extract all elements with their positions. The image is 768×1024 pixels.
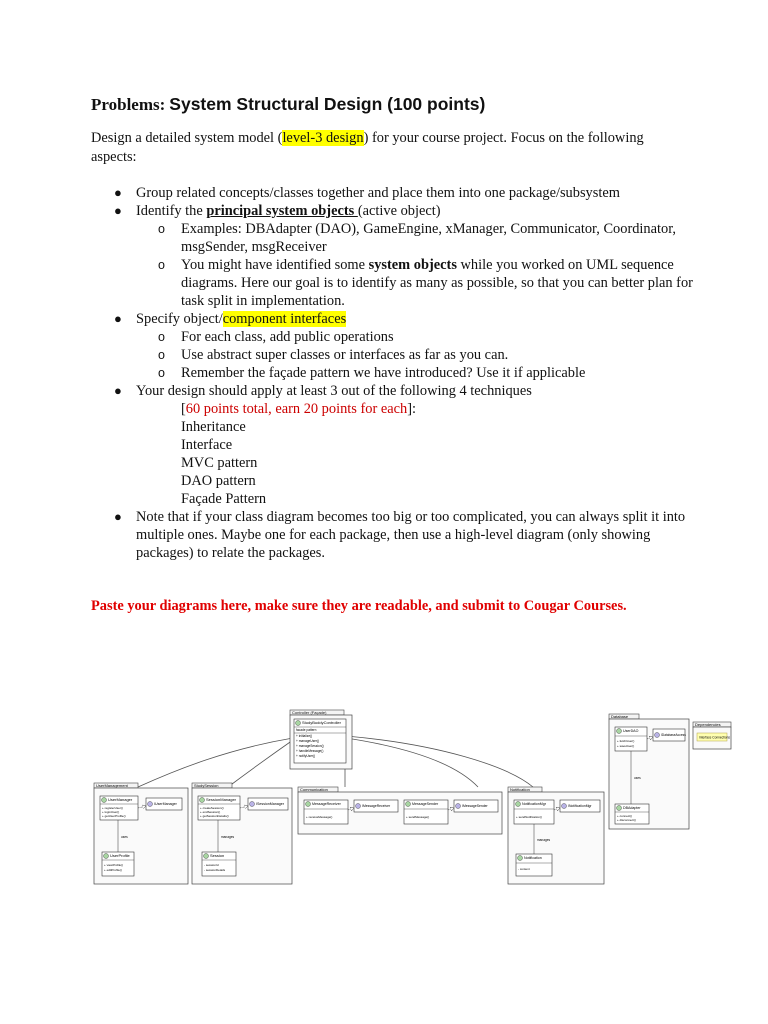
bullet-icon: ●	[114, 509, 122, 524]
controller-class	[294, 719, 346, 763]
adapter-class-name: DBAdapter	[623, 806, 641, 810]
sender-op: + sendMessage()	[406, 815, 430, 819]
package-communication	[298, 787, 502, 834]
sub-item-public-ops	[136, 328, 706, 346]
identify-bold: principal system objects	[206, 203, 358, 219]
controller-field: facade pattern	[296, 728, 317, 732]
examples-text: Examples: DBAdapter (DAO), GameEngine, xManager, Communicator, Coordinator, msgSender, msgReceiver	[181, 221, 677, 255]
study-op: + createSession()	[200, 806, 224, 810]
identify-text-after: (active object)	[357, 203, 441, 219]
title-rest: System Structural Design (100 points)	[169, 94, 486, 114]
sender-class-name: MessageSender	[412, 802, 439, 806]
study-op: + endSession()	[200, 810, 221, 814]
identify-sublist	[136, 220, 706, 310]
facade-text: Remember the façade pattern we have introduced? Use it if applicable	[181, 365, 586, 381]
paste-instruction: Paste your diagrams here, make sure they are readable, and submit to Cougar Courses.	[91, 598, 627, 614]
package-database	[609, 714, 689, 829]
sub2-text-after: while you worked on UML sequence diagrams. Here our goal is to identify as many as possible, so that you can better plan for task split in implementation.	[181, 257, 693, 309]
notify-package-label: Notification	[510, 787, 530, 792]
circle-bullet-icon: o	[158, 366, 165, 380]
controller-op: + manageSession()	[296, 744, 324, 748]
db-interface-name: IDatabaseAccess	[661, 733, 686, 737]
requirements-list	[91, 184, 706, 562]
notify-interface-name: INotificationMgr	[568, 804, 592, 808]
user-op: + registerUser()	[102, 806, 123, 810]
package-controller	[290, 710, 352, 769]
bullet-icon: ●	[114, 311, 122, 326]
study-package-label: StudySession	[194, 783, 219, 788]
technique-item: MVC pattern	[181, 455, 258, 471]
controller-op: + notifyUser()	[296, 754, 316, 758]
study-op: + getSessionDetails()	[200, 814, 229, 818]
points-line	[181, 400, 706, 418]
points-text: 60 points total, earn 20 points for each	[185, 401, 408, 417]
bullet-icon: ●	[114, 185, 122, 200]
notify-relation-label: manages	[537, 838, 551, 842]
notify-op: + sendNotification()	[516, 815, 542, 819]
sub-item-system-objects	[136, 256, 706, 310]
technique-item: Façade Pattern	[181, 491, 267, 507]
intro-text-after: ) for your course project. Focus on the following aspects:	[91, 130, 644, 165]
isender-name: IMessageSender	[462, 804, 488, 808]
controller-op: + handleMessage()	[296, 749, 324, 753]
controller-class-name: StudyBuddyController	[302, 720, 341, 725]
list-item-design	[91, 382, 706, 508]
dependencies-package	[692, 721, 732, 751]
study-interface-name: ISessionManager	[256, 802, 284, 806]
circle-bullet-icon: o	[158, 222, 165, 236]
package-user-management	[94, 783, 188, 884]
specify-text-before: Specify object/	[136, 311, 223, 327]
package-study-session	[192, 783, 292, 884]
package-notification	[508, 787, 604, 884]
controller-package-label: Controller (Façade)	[292, 710, 327, 715]
profile-class-name: UserProfile	[110, 853, 130, 858]
controller-op: + initialize()	[296, 734, 313, 738]
list-item-note	[91, 508, 706, 562]
circle-bullet-icon: o	[158, 330, 165, 344]
bullet-icon: ●	[114, 203, 122, 218]
study-relation-label: manages	[221, 835, 235, 839]
notification-class-name: Notification	[524, 856, 542, 860]
adapter-op: + connect()	[617, 814, 633, 818]
sub2-bold: system objects	[368, 257, 457, 273]
controller-op: + manageUser()	[296, 739, 320, 743]
techniques-block	[136, 400, 706, 508]
design-text: Your design should apply at least 3 out of the following 4 techniques	[136, 383, 532, 399]
public-ops-text: For each class, add public operations	[181, 329, 394, 345]
sub-item-examples	[136, 220, 706, 256]
receiver-op: + receiveMessage()	[306, 815, 333, 819]
dependencies-package-svg	[692, 721, 732, 751]
page-title	[91, 94, 485, 115]
user-relation-label: uses	[121, 835, 128, 839]
group-text: Group related concepts/classes together and place them into one package/subsystem	[136, 185, 620, 201]
db-package-label: Database	[611, 714, 629, 719]
db-class-name: UserDAO	[623, 729, 639, 733]
sub2-text-before: You might have identified some	[181, 257, 369, 273]
user-class-name: UserManager	[108, 797, 133, 802]
adapter-op: + disconnect()	[617, 818, 636, 822]
receiver-class-name: MessageReceiver	[312, 802, 341, 806]
technique-item: DAO pattern	[181, 473, 256, 489]
technique-item: Inheritance	[181, 419, 246, 435]
identify-text-before: Identify the	[136, 203, 207, 219]
sub-item-facade	[136, 364, 706, 382]
db-op: + fetchUser()	[617, 739, 635, 743]
user-op: + loginUser()	[102, 810, 120, 814]
notification-field: - content	[518, 867, 530, 871]
intro-text-before: Design a detailed system model (	[91, 130, 283, 146]
deps-package-label: Dependencies	[695, 722, 721, 727]
session-field: - sessionDetails	[204, 868, 226, 872]
circle-bullet-icon: o	[158, 258, 165, 272]
intro-highlight: level-3 design	[282, 130, 364, 146]
user-interface-name: IUserManager	[154, 802, 177, 806]
comm-package-label: Communication	[300, 787, 328, 792]
db-op: + saveUser()	[617, 744, 635, 748]
user-op: + getUserProfile()	[102, 814, 126, 818]
deps-note: Interface Connections	[699, 735, 731, 740]
ireceiver-name: IMessageReceiver	[362, 804, 391, 808]
specify-sublist	[136, 328, 706, 382]
profile-op: + editProfile()	[104, 868, 122, 872]
bullet-icon: ●	[114, 383, 122, 398]
session-field: - sessionId	[204, 863, 219, 867]
study-class-name: SessionManager	[206, 797, 237, 802]
note-text: Note that if your class diagram becomes too big or too complicated, you can always split it into multiple ones. Maybe one for each package, then use a high-level diagram (only showing packages) to relate the packages.	[136, 509, 686, 561]
db-relation-label: uses	[634, 776, 641, 780]
abstract-text: Use abstract super classes or interfaces as far as you can.	[181, 347, 509, 363]
intro-paragraph	[91, 129, 681, 167]
bracket-open: [	[181, 401, 186, 417]
user-package-label: UserManagement	[96, 783, 128, 788]
list-item-group	[91, 184, 706, 202]
specify-highlight: component interfaces	[222, 311, 347, 327]
bracket-close: ]:	[407, 401, 416, 417]
notify-class-name: NotificationMgr	[522, 802, 546, 806]
list-item-identify	[91, 202, 706, 310]
sub-item-abstract	[136, 346, 706, 364]
class-diagram	[88, 694, 690, 890]
title-lead: Problems:	[91, 95, 166, 114]
circle-bullet-icon: o	[158, 348, 165, 362]
session-class-name: Session	[210, 853, 225, 858]
class-diagram-svg	[88, 694, 690, 890]
profile-op: + viewProfile()	[104, 863, 124, 867]
list-item-specify	[91, 310, 706, 382]
technique-item: Interface	[181, 437, 233, 453]
